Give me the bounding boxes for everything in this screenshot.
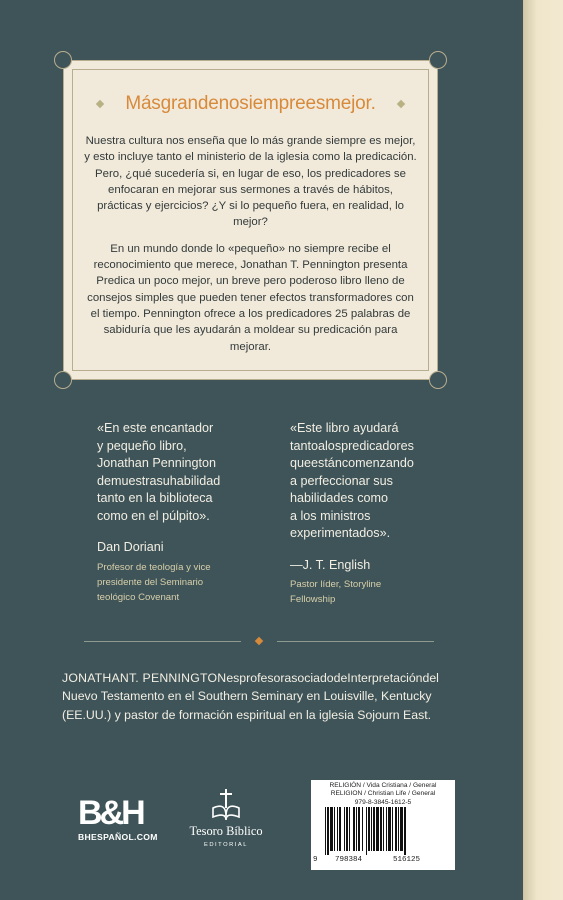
endorsement-author: —J. T. English — [290, 557, 371, 572]
barcode-digits-left: 798384 — [335, 856, 363, 864]
barcode-bar — [388, 807, 391, 851]
bio-line: (EE.UU.) y pastor de formación espiritual en la iglesia Sojourn East. — [62, 707, 432, 722]
barcode-bars — [317, 807, 449, 857]
barcode-bar — [356, 807, 357, 851]
role-line: Pastor líder, Storyline — [290, 579, 382, 590]
barcode-bar — [400, 807, 403, 851]
barcode-bar — [395, 807, 397, 851]
barcode-bar — [404, 807, 406, 855]
endorsement-role — [290, 577, 465, 607]
blurb-paragraph: En un mundo donde lo «pequeño» no siempre recibe el reconocimiento que merece, Jonathan T. Pennington presenta Predica un poco mejor, un breve pero poderoso libro lleno de consejos simples que pueden tener efectos transformadores con el tiempo. Pennington ofrece a los predicadores 25 palabras de sabiduría que les ayudarán a moldear su predicación para mejorar. — [87, 242, 414, 353]
endorsement-quote — [97, 420, 262, 525]
barcode-digits-right: 516125 — [393, 856, 421, 864]
role-line: presidente del Seminario — [97, 576, 204, 588]
quote-line: tanto en la biblioteca — [97, 491, 213, 505]
barcode-bar — [373, 807, 375, 851]
barcode-bar — [337, 807, 338, 851]
barcode-bar — [376, 807, 379, 851]
barcode-bar — [339, 807, 341, 851]
barcode-bar — [392, 807, 393, 851]
quote-line: demuestrasuhabilidad — [97, 473, 221, 488]
tesoro-editorial: EDITORIAL — [204, 842, 248, 848]
divider-line — [277, 641, 434, 642]
barcode-category — [311, 782, 455, 807]
quote-line: y pequeño libro, — [97, 438, 187, 453]
isbn-text: 979-8-3845-1612-5 — [354, 798, 412, 806]
cross-book-icon — [180, 788, 272, 822]
barcode-bar — [366, 807, 367, 855]
barcode-bar — [380, 807, 382, 851]
bio-text: esprofesorasociadodeInterpretacióndel — [226, 671, 439, 685]
blurb-paragraph: Nuestra cultura nos enseña que lo más grande siempre es mejor, y esto incluye tanto el ministerio de la iglesia como la predicación. Pero, ¿qué sucedería si, en lugar de eso, los predicadores se enfocaran en mejorar sus sermones a través de hábitos, prácticas y ejercicios? ¿Y si lo pequeño fuera, en realidad, lo mejor? — [84, 135, 417, 229]
barcode-bar — [334, 807, 335, 851]
barcode-digit-first: 9 — [313, 856, 318, 864]
quote-line: «En este encantador — [97, 421, 214, 435]
category-line: RELIGIÓN / Vida Cristiana / General — [329, 782, 437, 789]
barcode-bar — [358, 807, 360, 851]
barcode-bar — [346, 807, 348, 851]
endorsement-author: Dan Doriani — [97, 540, 164, 554]
barcode-bar — [344, 807, 345, 851]
endorsement — [290, 420, 465, 607]
barcode-bar — [383, 807, 384, 851]
headline: Másgrandenosiempreesmejor. — [125, 93, 376, 114]
bh-website: BHESPAÑOL.COM — [78, 832, 158, 842]
quote-line: Jonathan Pennington — [97, 456, 217, 470]
role-line: teológico Covenant — [97, 591, 180, 603]
quote-line: queestáncomenzando — [290, 456, 414, 470]
endorsement — [97, 420, 262, 605]
diamond-ornament-icon — [396, 100, 404, 108]
barcode-bar — [349, 807, 350, 851]
card-corner-notch — [429, 371, 447, 389]
quote-line: «Este libro ayudará — [290, 421, 399, 435]
bio-line — [62, 669, 502, 687]
barcode-bar — [330, 807, 333, 851]
barcode-bar — [325, 807, 326, 855]
blurb-card — [63, 60, 438, 380]
barcode-bar — [398, 807, 399, 851]
blurb-text — [84, 133, 417, 365]
barcode-bar — [327, 807, 329, 855]
endorsement-role — [97, 560, 262, 605]
bio-line: Nuevo Testamento en el Southern Seminary en Louisville, Kentucky — [62, 689, 432, 704]
tesoro-name: Tesoro Bíblico — [189, 824, 263, 838]
author-bio — [62, 669, 502, 724]
quote-line: a perfeccionar sus — [290, 473, 393, 488]
endorsement-quote — [290, 420, 465, 543]
barcode-bar — [371, 807, 372, 851]
page-edge — [523, 0, 563, 900]
barcode-bar — [353, 807, 355, 851]
quote-line: tantoalospredicadores — [290, 438, 414, 453]
role-line: Fellowship — [290, 594, 336, 605]
headline-row — [64, 91, 437, 117]
card-corner-notch — [54, 371, 72, 389]
quote-line: como en el púlpito». — [97, 508, 210, 523]
category-line: RELIGION / Christian Life / General — [330, 790, 436, 798]
bh-logo-mark: B&H — [78, 794, 143, 832]
tesoro-biblico-logo — [180, 788, 272, 848]
card-corner-notch — [54, 51, 72, 69]
divider-line — [84, 641, 241, 642]
quote-line: habilidades como — [290, 491, 389, 505]
role-line: Profesor de teología y vice — [97, 561, 211, 573]
card-corner-notch — [429, 51, 447, 69]
quote-line: experimentados». — [290, 526, 391, 540]
bh-publisher-logo — [78, 796, 158, 842]
isbn-barcode — [311, 780, 455, 870]
diamond-ornament-icon — [96, 100, 104, 108]
quote-line: a los ministros — [290, 508, 371, 523]
barcode-bar — [368, 807, 370, 851]
author-name: JONATHANT. PENNINGTON — [62, 671, 227, 685]
barcode-bar — [362, 807, 363, 851]
barcode-bar — [386, 807, 387, 851]
